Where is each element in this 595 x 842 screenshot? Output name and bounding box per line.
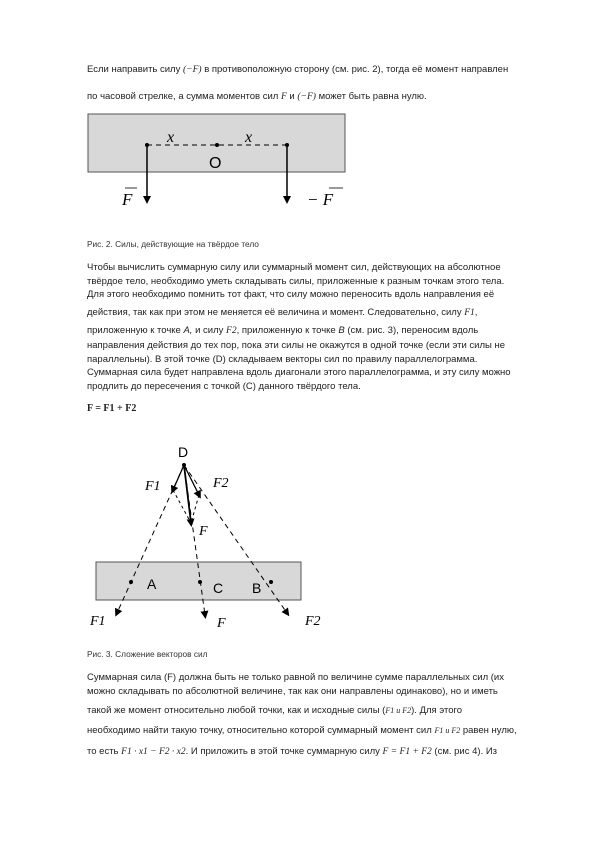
label-f-mid: F [199, 524, 208, 539]
label-a: A [147, 576, 157, 592]
label-b: B [252, 580, 262, 596]
label-x2: x [245, 129, 253, 146]
text-line: Для этого необходимо помнить тот факт, что силу можно переносить вдоль направления её [87, 289, 495, 301]
text: может быть равна нулю. [318, 90, 427, 102]
formula-moment: F1 · x1 − F2 · x2 [121, 747, 186, 758]
text-line: действия, так как при этом не меняется её величина и момент. Следовательно, силу F1, [87, 306, 478, 318]
label-f2-top: F2 [213, 476, 229, 491]
text-line [87, 704, 517, 718]
text: равен нулю, [462, 724, 517, 736]
point-b: B [338, 325, 345, 337]
text: . И приложить в этой точке суммарную силу [185, 746, 380, 758]
point-a: A, [183, 325, 193, 337]
intro-line-2 [87, 89, 517, 106]
text-line [87, 745, 517, 760]
text: и [289, 90, 295, 102]
paragraph-intro [87, 62, 517, 105]
label-o: O [209, 155, 222, 172]
text-line: Чтобы вычислить суммарную силу или суммарный момент сил, действующих на абсолютное [87, 262, 501, 273]
label-d: D [178, 444, 189, 460]
text: и силу [195, 325, 224, 337]
point-c [198, 580, 202, 584]
text: необходимо найти такую точку, относительно которой суммарный момент сил [87, 724, 432, 736]
label-f-bottom: F [217, 616, 226, 631]
text: то есть [87, 746, 119, 758]
text: такой же момент относительно любой точки, как и исходные силы ( [87, 705, 386, 717]
formula-neg-f: (−F) [183, 65, 202, 75]
label-f1-bottom: F1 [90, 614, 106, 629]
point-b [269, 580, 273, 584]
figure-3-vector-addition [87, 435, 327, 635]
text-line [87, 724, 517, 738]
caption-figure-3: Рис. 3. Сложение векторов сил [87, 649, 208, 659]
formula-f1-f2: F1 и F2 [385, 706, 412, 716]
label-f2-bottom: F2 [305, 614, 321, 629]
text-line: направления действия до тех пор, пока эти силы не окажутся в одной точке (если эти силы не [87, 339, 506, 351]
text: (см. рис 4). Из [434, 746, 498, 758]
text-line: параллельны). В этой точке (D) складываем векторы сил по правилу параллелограмма. [87, 353, 478, 365]
text-line: продлить до пересечения с точкой (C) данного твёрдого тела. [87, 380, 361, 392]
intro-line-1 [87, 62, 517, 79]
label-neg-f: − F [307, 190, 334, 209]
text-line: Суммарная сила будет направлена вдоль диагонали этого параллелограмма, и эту силу можно [87, 367, 511, 379]
text: по часовой стрелке, а сумма моментов сил [87, 90, 279, 102]
text-line: можно складывать по абсолютной величине, так как они направлены одинаково), но и иметь [87, 685, 498, 697]
label-f: F [122, 190, 133, 209]
paragraph-resultant [87, 671, 517, 760]
point-d [182, 463, 186, 467]
text: , приложенную к точке [236, 325, 336, 337]
text: в противоположную сторону (см. рис. 2), тогда её момент направлен [204, 64, 509, 75]
parallelogram-side [191, 495, 199, 523]
text: Если направить силу [87, 64, 181, 75]
paragraph-summing [87, 261, 517, 393]
text-line [87, 324, 517, 339]
formula-f: F [280, 91, 287, 102]
text-line: Суммарная сила (F) должна быть не только равной по величине сумме параллельных сил (их [87, 672, 504, 683]
formula-f1: F1 [464, 307, 475, 318]
text: приложенную к точке [87, 325, 181, 337]
figure-2-forces [87, 110, 357, 215]
text: (см. рис. 3), переносим вдоль [347, 325, 479, 337]
point-a [129, 580, 133, 584]
formula-resultant: F = F1 + F2 [382, 747, 432, 758]
label-x1: x [167, 129, 175, 146]
label-c: C [213, 580, 224, 596]
text: ). Для этого [411, 705, 463, 717]
formula-neg-f: (−F) [297, 91, 316, 102]
text: действия, так как при этом не меняется её величина и момент. Следовательно, силу [87, 306, 462, 318]
label-f1-top: F1 [145, 479, 161, 494]
text-line: твёрдое тело, необходимо уметь складывать силы, приложенные к разным точкам этого тела. [87, 275, 505, 287]
caption-figure-2: Рис. 2. Силы, действующие на твёрдое тело [87, 239, 259, 249]
formula-f2: F2 [226, 326, 237, 337]
formula-f1-f2: F1 и F2 [434, 725, 461, 735]
formula-sum: F = F1 + F2 [87, 403, 137, 414]
arrow-f1-top [173, 465, 184, 490]
point-o [215, 143, 219, 147]
